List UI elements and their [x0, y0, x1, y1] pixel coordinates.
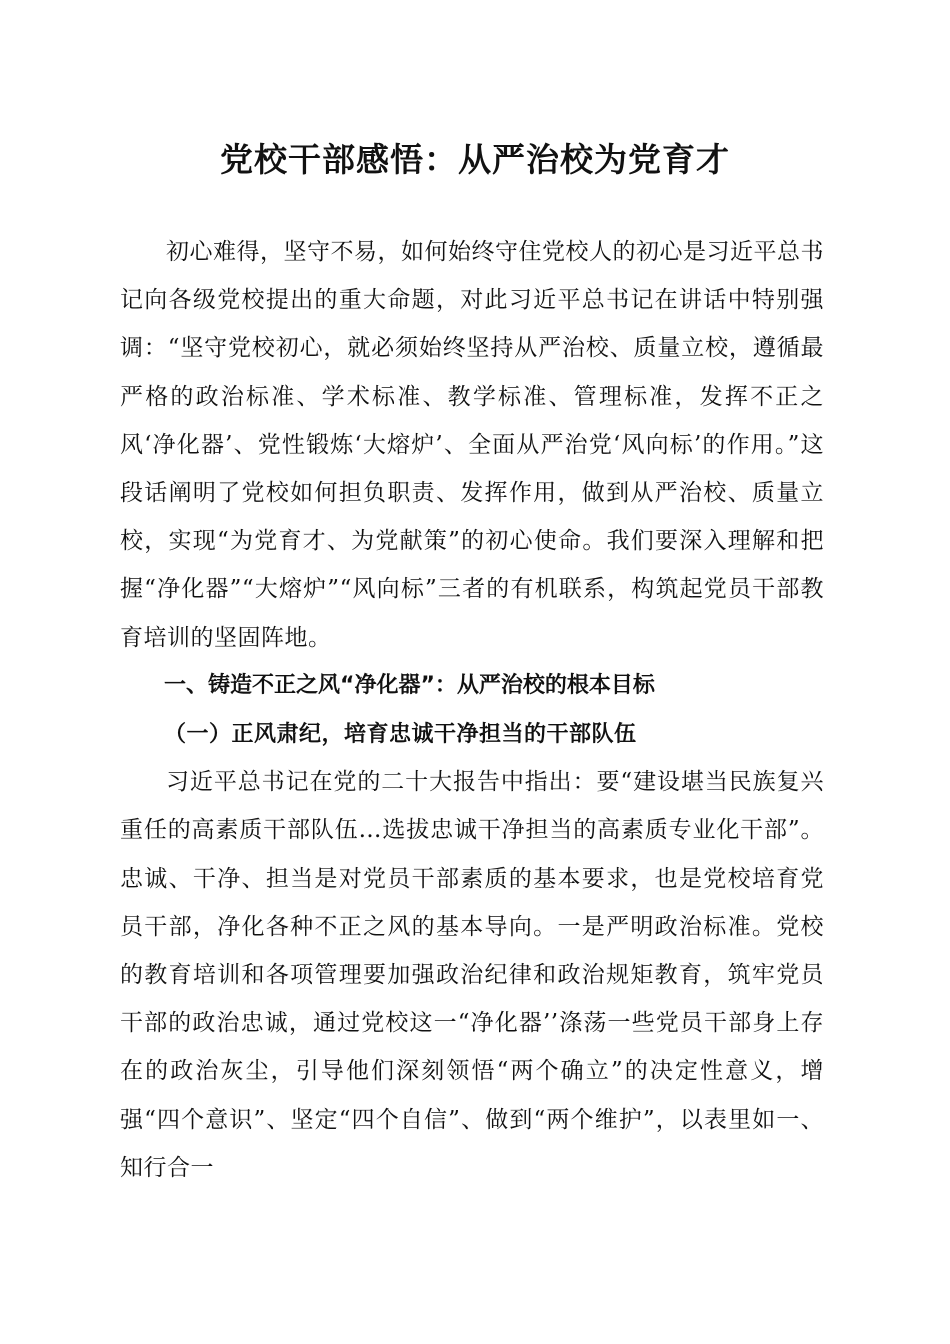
body-paragraph: 习近平总书记在党的二十大报告中指出：要“建设堪当民族复兴重任的高素质干部队伍…选拔忠诚干净担当的高素质专业化干部”。忠诚、干净、担当是对党员干部素质的基本要求，也是党校培育党员干部，净化各种不正之风的基本导向。一是严明政治标准。党校的教育培训和各项管理要加强政治纪律和政治规矩教育，筑牢党员干部的政治忠诚，通过党校这一“净化器’’涤荡一些党员干部身上存在的政治灰尘，引导他们深刻领悟“两个确立”的决定性意义，增强“四个意识”、坚定“四个自信”、做到“两个维护”，以表里如一、知行合一: [120, 769, 824, 1181]
intro-paragraph: 初心难得，坚守不易，如何始终守住党校人的初心是习近平总书记向各级党校提出的重大命题，对此习近平总书记在讲话中特别强调：“坚守党校初心，就必须始终坚持从严治校、质量立校，遵循最严格的政治标准、学术标准、教学标准、管理标准，发挥不正之风‘净化器’、党性锻炼‘大熔炉’、全面从严治党‘风向标’的作用。”这段话阐明了党校如何担负职责、发挥作用，做到从严治校、质量立校，实现“为党育才、为党献策”的初心使命。我们要深入理解和把握“净化器”“大熔炉”“风向标”三者的有机联系，构筑起党员干部教育培训的坚固阵地。: [120, 239, 824, 651]
section-heading: 一、铸造不正之风“净化器”：从严治校的根本目标: [164, 672, 655, 698]
document-title: 党校干部感悟：从严治校为党育才: [220, 140, 730, 179]
subsection-heading: （一）正风肃纪，培育忠诚干净担当的干部队伍: [164, 721, 637, 748]
document-body: [120, 228, 824, 1192]
